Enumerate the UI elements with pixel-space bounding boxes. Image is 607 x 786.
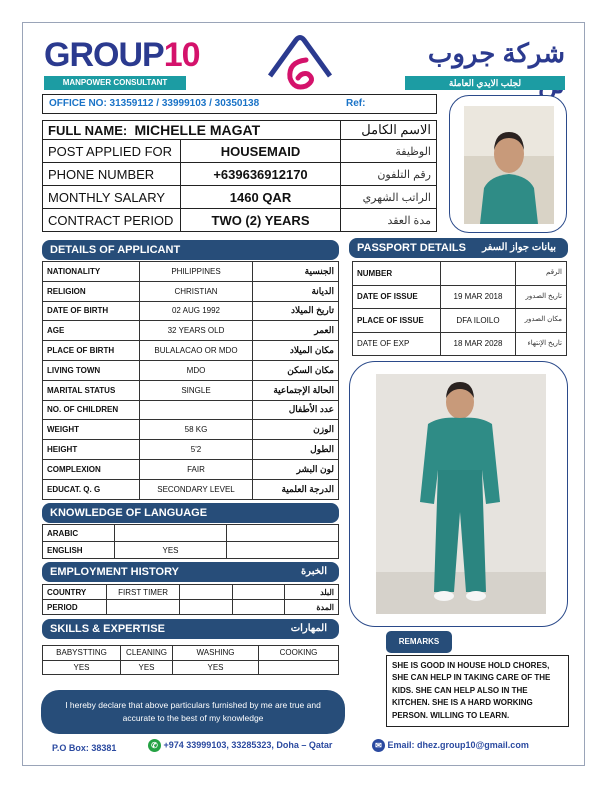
- table-row: [353, 262, 567, 286]
- detail-label: NATIONALITY: [43, 262, 140, 282]
- employment-table: [42, 584, 339, 615]
- skill-value: YES: [43, 660, 121, 675]
- passport-label: DATE OF EXP: [353, 332, 441, 356]
- detail-value: [140, 400, 253, 420]
- language-extra: [227, 525, 339, 542]
- remarks-header: REMARKS: [386, 631, 452, 653]
- table-row: [43, 646, 339, 661]
- table-row: [43, 660, 339, 675]
- country-value: FIRST TIMER: [107, 585, 180, 600]
- table-row: [43, 600, 339, 615]
- employment-title: EMPLOYMENT HISTORY: [50, 566, 179, 578]
- detail-label: COMPLEXION: [43, 459, 140, 479]
- portrait-photo: [450, 96, 566, 232]
- details-table: [42, 261, 339, 500]
- table-row: [43, 140, 437, 163]
- skill-value: YES: [173, 660, 259, 675]
- row-value: 1460 QAR: [181, 186, 341, 209]
- skill-header: CLEANING: [121, 646, 173, 661]
- passport-value: DFA ILOILO: [441, 309, 516, 333]
- detail-arabic: مكان السكن: [253, 360, 339, 380]
- phone-contact: [148, 739, 332, 752]
- email-icon: ✉: [372, 739, 385, 752]
- detail-label: WEIGHT: [43, 420, 140, 440]
- office-numbers: OFFICE NO: 31359112 / 33999103 / 30350138: [49, 98, 260, 109]
- row-arabic: رقم التلفون: [341, 163, 437, 186]
- detail-arabic: مكان الميلاد: [253, 341, 339, 361]
- skill-header: WASHING: [173, 646, 259, 661]
- detail-label: LIVING TOWN: [43, 360, 140, 380]
- row-label: CONTRACT PERIOD: [43, 209, 181, 232]
- skills-title-arabic: المهارات: [290, 623, 327, 634]
- skill-value: [259, 660, 339, 675]
- country-label: COUNTRY: [43, 585, 107, 600]
- skill-header: BABYSTTING: [43, 646, 121, 661]
- language-value: YES: [115, 542, 227, 559]
- passport-value: 18 MAR 2028: [441, 332, 516, 356]
- detail-value: CHRISTIAN: [140, 281, 253, 301]
- detail-label: PLACE OF BIRTH: [43, 341, 140, 361]
- passport-arabic: الرقم: [516, 262, 567, 286]
- full-name-label: FULL NAME:: [48, 123, 128, 138]
- table-row: [353, 285, 567, 309]
- ref-label: Ref:: [346, 98, 366, 109]
- full-body-photo-frame: [349, 361, 568, 627]
- detail-value: 5'2: [140, 440, 253, 460]
- table-row: [353, 332, 567, 356]
- table-row: [43, 440, 339, 460]
- detail-arabic: الطول: [253, 440, 339, 460]
- details-section-header: [42, 240, 339, 260]
- detail-value: 58 KG: [140, 420, 253, 440]
- language-label: ARABIC: [43, 525, 115, 542]
- row-arabic: الوظيفة: [341, 140, 437, 163]
- detail-label: AGE: [43, 321, 140, 341]
- skill-value: YES: [121, 660, 173, 675]
- passport-label: PLACE OF ISSUE: [353, 309, 441, 333]
- full-name-value: MICHELLE MAGAT: [134, 122, 261, 138]
- detail-value: BULALACAO OR MDO: [140, 341, 253, 361]
- passport-arabic: تاريخ الإنتهاء: [516, 332, 567, 356]
- language-label: ENGLISH: [43, 542, 115, 559]
- full-name-arabic: الاسم الكامل: [341, 121, 437, 140]
- table-row: [43, 420, 339, 440]
- table-row: [43, 400, 339, 420]
- remarks-text: SHE IS GOOD IN HOUSE HOLD CHORES, SHE CAN HELP IN TAKING CARE OF THE KIDS. SHE CAN HELP ALSO IN THE KITCHEN. SHE IS A HARD WORKING PERSON. WILLING TO LEARN.: [386, 655, 569, 727]
- main-info-table: [42, 120, 437, 232]
- passport-title-arabic: بيانات جواز السفر: [482, 242, 556, 253]
- skills-table: [42, 645, 339, 675]
- detail-value: PHILIPPINES: [140, 262, 253, 282]
- detail-arabic: عدد الأطفال: [253, 400, 339, 420]
- empty-cell: [179, 600, 232, 615]
- row-label: POST APPLIED FOR: [43, 140, 181, 163]
- empty-cell: [232, 600, 285, 615]
- detail-label: MARITAL STATUS: [43, 380, 140, 400]
- phone-text: +974 33999103, 33285323, Doha – Qatar: [163, 739, 333, 750]
- detail-value: 32 YEARS OLD: [140, 321, 253, 341]
- detail-value: SINGLE: [140, 380, 253, 400]
- passport-title: PASSPORT DETAILS: [357, 242, 466, 254]
- passport-arabic: تاريخ الصدور: [516, 285, 567, 309]
- table-row: [43, 281, 339, 301]
- table-row: [43, 380, 339, 400]
- passport-value: 19 MAR 2018: [441, 285, 516, 309]
- table-row: [43, 360, 339, 380]
- passport-value: [441, 262, 516, 286]
- table-row: [43, 525, 339, 542]
- table-row: [43, 585, 339, 600]
- employment-section-header: [42, 562, 339, 582]
- table-row: [43, 459, 339, 479]
- passport-label: NUMBER: [353, 262, 441, 286]
- detail-label: RELIGION: [43, 281, 140, 301]
- detail-label: DATE OF BIRTH: [43, 301, 140, 321]
- portrait-photo-frame: [449, 95, 567, 233]
- detail-arabic: الدرجة العلمية: [253, 479, 339, 499]
- detail-arabic: الوزن: [253, 420, 339, 440]
- full-body-photo: [350, 362, 567, 626]
- table-row: [43, 542, 339, 559]
- employment-title-arabic: الخبرة: [300, 566, 327, 577]
- table-row: [43, 341, 339, 361]
- tagline-bar-arabic: لجلب الايدي العاملة: [405, 76, 565, 90]
- whatsapp-icon: ✆: [148, 739, 161, 752]
- details-title: DETAILS OF APPLICANT: [50, 244, 181, 256]
- row-value: HOUSEMAID: [181, 140, 341, 163]
- country-arabic: البلد: [285, 585, 339, 600]
- passport-section-header: [349, 238, 568, 258]
- detail-label: NO. OF CHILDREN: [43, 400, 140, 420]
- detail-arabic: الديانة: [253, 281, 339, 301]
- skills-section-header: [42, 619, 339, 639]
- table-row: [43, 121, 437, 140]
- empty-cell: [179, 585, 232, 600]
- detail-arabic: العمر: [253, 321, 339, 341]
- row-value: +639636912170: [181, 163, 341, 186]
- table-row: [43, 321, 339, 341]
- table-row: [43, 209, 437, 232]
- tagline-bar: MANPOWER CONSULTANT: [44, 76, 186, 90]
- email-contact: [372, 739, 529, 752]
- empty-cell: [232, 585, 285, 600]
- passport-table: [352, 261, 567, 356]
- language-section-header: [42, 503, 339, 523]
- skills-title: SKILLS & EXPERTISE: [50, 623, 165, 635]
- brand-logo: [44, 36, 200, 75]
- detail-arabic: لون البشر: [253, 459, 339, 479]
- row-arabic: مدة العقد: [341, 209, 437, 232]
- email-text[interactable]: Email: dhez.group10@gmail.com: [387, 739, 529, 750]
- detail-value: MDO: [140, 360, 253, 380]
- declaration-box: I hereby declare that above particulars furnished by me are true and accurate to the best of my knowledge: [41, 690, 345, 734]
- detail-arabic: الحالة الإجتماعية: [253, 380, 339, 400]
- row-label: PHONE NUMBER: [43, 163, 181, 186]
- passport-label: DATE OF ISSUE: [353, 285, 441, 309]
- row-value: TWO (2) YEARS: [181, 209, 341, 232]
- row-arabic: الراتب الشهري: [341, 186, 437, 209]
- detail-value: 02 AUG 1992: [140, 301, 253, 321]
- empty-cell: [107, 600, 180, 615]
- table-row: [43, 186, 437, 209]
- pobox-text: P.O Box: 38381: [52, 743, 117, 753]
- language-table: [42, 524, 339, 559]
- language-title: KNOWLEDGE OF LANGUAGE: [50, 507, 208, 519]
- table-row: [43, 262, 339, 282]
- period-arabic: المدة: [285, 600, 339, 615]
- office-bar: [42, 94, 437, 114]
- detail-label: HEIGHT: [43, 440, 140, 460]
- language-value: [115, 525, 227, 542]
- table-row: [43, 163, 437, 186]
- skill-header: COOKING: [259, 646, 339, 661]
- brand-logo-arabic: شركة جروب: [427, 38, 565, 68]
- full-name-cell: [43, 121, 341, 140]
- language-extra: [227, 542, 339, 559]
- row-label: MONTHLY SALARY: [43, 186, 181, 209]
- detail-arabic: تاريخ الميلاد: [253, 301, 339, 321]
- detail-arabic: الجنسية: [253, 262, 339, 282]
- detail-value: FAIR: [140, 459, 253, 479]
- period-label: PERIOD: [43, 600, 107, 615]
- detail-value: SECONDARY LEVEL: [140, 479, 253, 499]
- brand-main: GROUP: [44, 36, 164, 74]
- brand-number: 10: [163, 36, 200, 74]
- center-emblem: [264, 32, 336, 94]
- table-row: [43, 301, 339, 321]
- table-row: [43, 479, 339, 499]
- table-row: [353, 309, 567, 333]
- detail-label: EDUCAT. Q. G: [43, 479, 140, 499]
- passport-arabic: مكان الصدور: [516, 309, 567, 333]
